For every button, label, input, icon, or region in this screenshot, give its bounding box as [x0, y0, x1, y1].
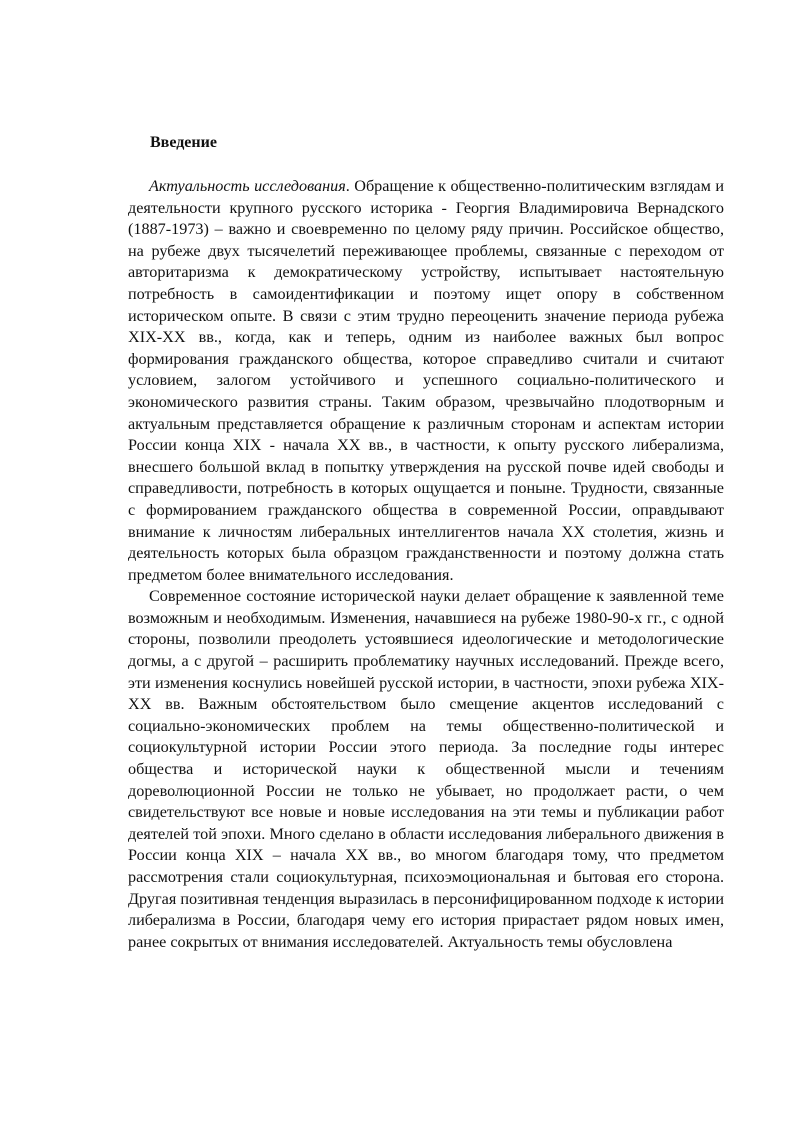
- paragraph-1-italic-lead: Актуальность исследования: [149, 177, 346, 195]
- paragraph-1-text: . Обращение к общественно-политическим взглядам и деятельности крупного русского историка - Георгия Владимировича Вернадского (1887-1973) – важно и своевременно по целому ряду причин. Российское общество, на рубеже двух тысячелетий переживающее проблемы, связанные с переходом от авторитаризма к демократическому устройству, испытывает настоятельную потребность в самоидентификации и поэтому ищет опору в собственном историческом опыте. В связи с этим трудно переоценить значение периода рубежа XIX-XX вв., когда, как и теперь, одним из наиболее важных был вопрос формирования гражданского общества, которое справедливо считали и считают условием, залогом устойчивого и успешного социально-политического и экономического развития страны. Таким образом, чрезвычайно плодотворным и актуальным представляется обращение к различным сторонам и аспектам истории России конца XIX - начала XX вв., в частности, к опыту русского либерализма, внесшего большой вклад в попытку утверждения на русской почве идей свободы и справедливости, потребность в которых ощущается и поныне. Трудности, связанные с формированием гражданского общества в современной России, оправдывают внимание к личностям либеральных интеллигентов начала XX столетия, жизнь и деятельность которых была образцом гражданственности и поэтому должна стать предметом более внимательного исследования.: [128, 177, 725, 584]
- paragraph-1: [128, 176, 724, 586]
- paragraph-2: Современное состояние исторической науки делает обращение к заявленной теме возможным и необходимым. Изменения, начавшиеся на рубеже 1980-90-х гг., с одной стороны, позволили преодолеть устоявшиеся идеологические и методологические догмы, а с другой – расширить проблематику научных исследований. Прежде всего, эти изменения коснулись новейшей русской истории, в частности, эпохи рубежа XIX-XX вв. Важным обстоятельством было смещение акцентов исследований с социально-экономических проблем на темы общественно-политической и социокультурной истории России этого периода. За последние годы интерес общества и исторической науки к общественной мысли и течениям дореволюционной России не только не убывает, но продолжает расти, о чем свидетельствуют все новые и новые исследования на эти темы и публикации работ деятелей той эпохи. Много сделано в области исследования либерального движения в России конца XIX – начала XX вв., во многом благодаря тому, что предметом рассмотрения стали социокультурная, психоэмоциональная и бытовая его сторона. Другая позитивная тенденция выразилась в персонифицированном подходе к истории либерализма в России, благодаря чему его история прирастает рядом новых имен, ранее сокрытых от внимания исследователей. Актуальность темы обусловлена: [128, 587, 724, 951]
- body-text: [128, 176, 724, 953]
- section-heading: Введение: [150, 134, 217, 151]
